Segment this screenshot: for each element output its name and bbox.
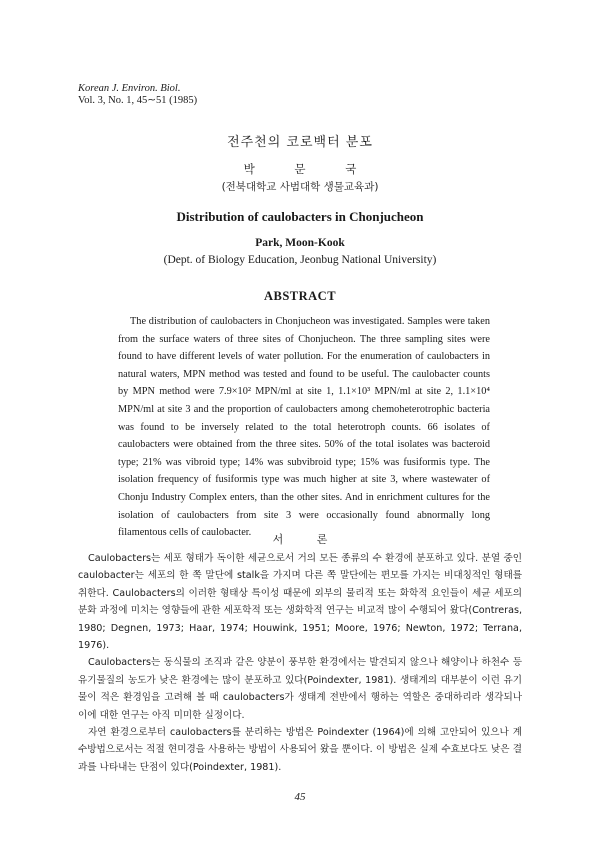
abstract-text: The distribution of caulobacters in Chonjucheon was investigated. Samples were taken from the surface waters of three sites of Chonjucheon. The three sampling sites were found to have different levels of water pollution. For the enumeration of caulobacters in natural waters, MPN method was tested and found to be useful. The caulobacter counts by MPN method were 7.9×10² MPN/ml at site 1, 1.1×10³ MPN/ml at site 2, 1.1×10⁴ MPN/ml at site 3 and the proportion of caulobacters among chemoheterotrophic bacteria was found to be inversely related to the total heterotroph counts. 66 isolates of caulobacters were obtained from the three sites. 50% of the total isolates was bacteroid type; 21% was vibroid type; 14% was subvibroid type; 15% was fusiformis type. The isolation frequency of fusiformis type was much higher at site 3, where wastewater of Chonju Industry Complex enters, than the other sites. And in enrichment cultures for the isolation of caulobacters from site 3 were occasionally found abnormally long filamentous cells of caulobacter. <box>118 316 490 539</box>
body-paragraph-3: 자연 환경으로부터 caulobacters를 분리하는 방법은 Poindexter (1964)에 의해 고안되어 있으나 계수방법으로서는 적절 현미경을 사용하는 방법이 사용되어 왔을 뿐이다. 이 방법은 실제 수효보다도 낮은 결과를 나타내는 단점이 있다(Poindexter, 1981). <box>78 727 522 773</box>
body-paragraph-1: Caulobacters는 세포 형태가 독이한 세균으로서 거의 모든 종류의 수 환경에 분포하고 있다. 분열 중인 caulobacter는 세포의 한 쪽 말단에 stalk을 가지며 다른 쪽 말단에는 편모를 가지는 비대칭적인 형태를 취한다. Caulobacters의 이러한 형태상 특이성 때문에 외부의 물리적 또는 화학적 요인들이 세균 세포의 분화 과정에 미치는 영향들에 관한 세포학적 또는 생화학적 연구는 비교적 많이 수행되어 왔다(Contreras, 1980; Degnen, 1973; Haar, 1974; Houwink, 1951; Moore, 1976; Newton, 1972; Terrana, 1976). <box>78 553 522 652</box>
body-text <box>78 550 522 776</box>
body-paragraph-2: Caulobacters는 동식물의 조직과 같은 양분이 풍부한 환경에서는 발견되지 않으나 해양이나 하천수 등 유기물질의 농도가 낮은 환경에는 많이 분포하고 있다(Poindexter, 1981). 생태계의 대부분이 이런 유기물이 적은 환경임을 고려해 볼 때 caulobacters가 생태계 전반에서 행하는 역할은 중대하리라 생각되나 이에 대한 연구는 아직 미미한 실정이다. <box>78 657 522 721</box>
korean-affiliation: (전북대학교 사범대학 생물교육과) <box>221 181 379 193</box>
abstract-block <box>118 313 490 542</box>
korean-author: 박 문 국 <box>243 162 357 176</box>
korean-title: 전주천의 코로백터 분포 <box>227 135 373 150</box>
journal-citation <box>78 83 197 107</box>
english-author: Park, Moon-Kook <box>255 237 345 249</box>
english-title: Distribution of caulobacters in Chonjucheon <box>176 209 424 224</box>
journal-name: Korean J. Environ. Biol. <box>78 83 181 94</box>
abstract-heading: ABSTRACT <box>263 289 337 303</box>
journal-volume: Vol. 3, No. 1, 45∼51 (1985) <box>78 95 198 106</box>
section-heading: 서 론 <box>272 533 328 546</box>
page-number: 45 <box>294 791 306 803</box>
english-affiliation: (Dept. of Biology Education, Jeonbug National University) <box>163 254 437 266</box>
